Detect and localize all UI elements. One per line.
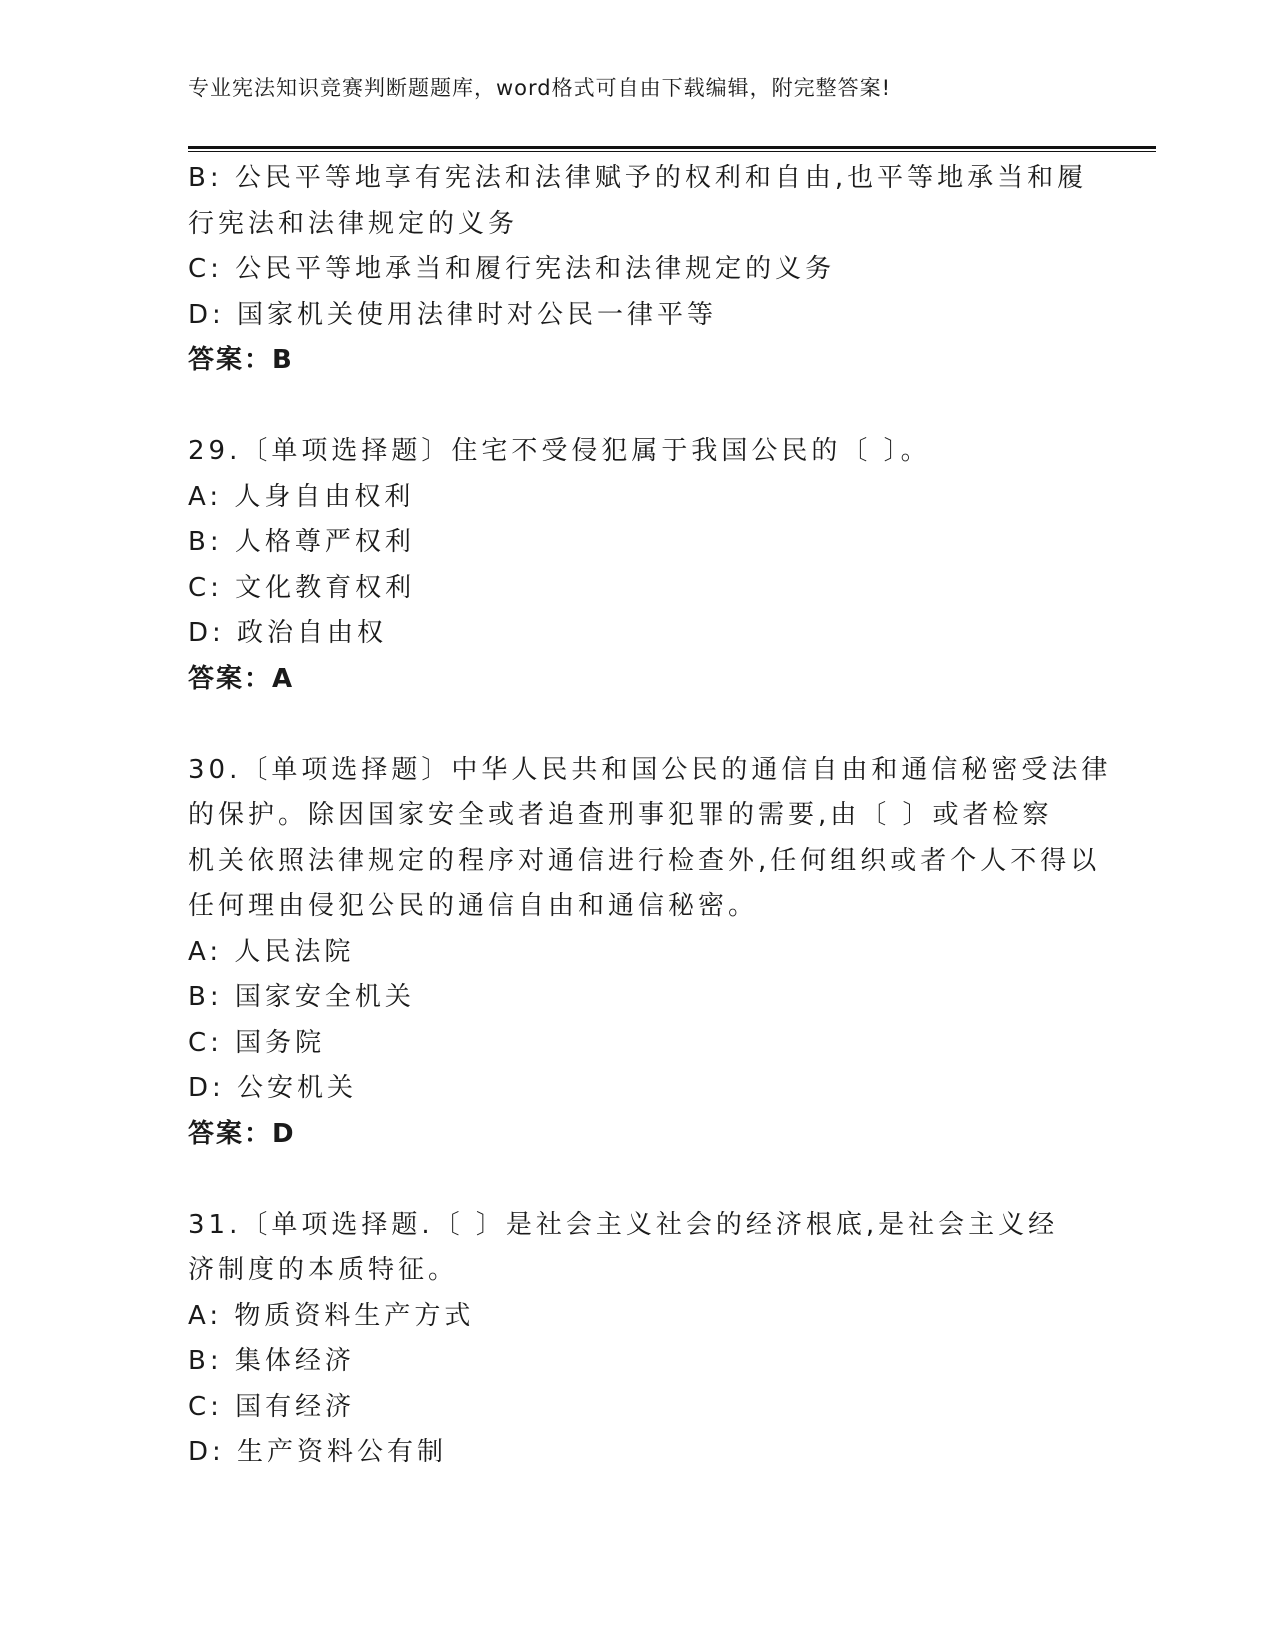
q29-stem: 29.〔单项选择题〕住宅不受侵犯属于我国公民的〔 〕。 xyxy=(188,436,931,466)
q30-answer: 答案：D xyxy=(188,1118,296,1149)
q28-option-b-line1: B: 公民平等地享有宪法和法律赋予的权利和自由,也平等地承当和履 xyxy=(188,163,1088,193)
question-30 xyxy=(188,748,1112,1158)
q31-option-c: C: 国有经济 xyxy=(188,1391,356,1422)
q30-option-b: B: 国家安全机关 xyxy=(188,982,415,1012)
document-body xyxy=(188,156,1112,1476)
question-31 xyxy=(188,1203,1088,1476)
q28-answer: 答案：B xyxy=(188,345,294,375)
q30-stem-line3: 机关依照法律规定的程序对通信进行检查外,任何组织或者个人不得以 xyxy=(188,845,1101,876)
q31-option-d: D: 生产资料公有制 xyxy=(188,1437,448,1467)
q29-answer: 答案：A xyxy=(188,663,295,694)
q31-option-b: B: 集体经济 xyxy=(188,1346,355,1376)
q30-stem-line2: 的保护。除因国家安全或者追查刑事犯罪的需要,由〔 〕或者检察 xyxy=(188,800,1053,830)
question-29 xyxy=(188,429,1088,702)
q29-option-b: B: 人格尊严权利 xyxy=(188,527,415,557)
q30-option-d: D: 公安机关 xyxy=(188,1073,358,1103)
q29-option-c: C: 文化教育权利 xyxy=(188,572,416,603)
q30-stem-line1: 30.〔单项选择题〕中华人民共和国公民的通信自由和通信秘密受法律 xyxy=(188,754,1112,785)
q31-option-a: A: 物质资料生产方式 xyxy=(188,1300,475,1331)
q28-option-b-line2: 行宪法和法律规定的义务 xyxy=(188,208,519,239)
q29-option-a: A: 人身自由权利 xyxy=(188,481,415,512)
header-rule-thick xyxy=(188,146,1156,149)
q31-stem-line1: 31.〔单项选择题.〔 〕是社会主义社会的经济根底,是社会主义经 xyxy=(188,1209,1059,1240)
q30-option-a: A: 人民法院 xyxy=(188,936,355,967)
question-28-tail xyxy=(188,156,1088,384)
q31-stem-line2: 济制度的本质特征。 xyxy=(188,1255,459,1285)
q30-option-c: C: 国务院 xyxy=(188,1027,326,1058)
q29-option-d: D: 政治自由权 xyxy=(188,618,388,648)
page-header: 专业宪法知识竞赛判断题题库，word格式可自由下载编辑，附完整答案! xyxy=(188,76,892,100)
header-rule-thin xyxy=(188,151,1156,152)
q30-stem-line4: 任何理由侵犯公民的通信自由和通信秘密。 xyxy=(188,891,759,921)
q28-option-d: D: 国家机关使用法律时对公民一律平等 xyxy=(188,299,718,330)
q28-option-c: C: 公民平等地承当和履行宪法和法律规定的义务 xyxy=(188,254,836,284)
